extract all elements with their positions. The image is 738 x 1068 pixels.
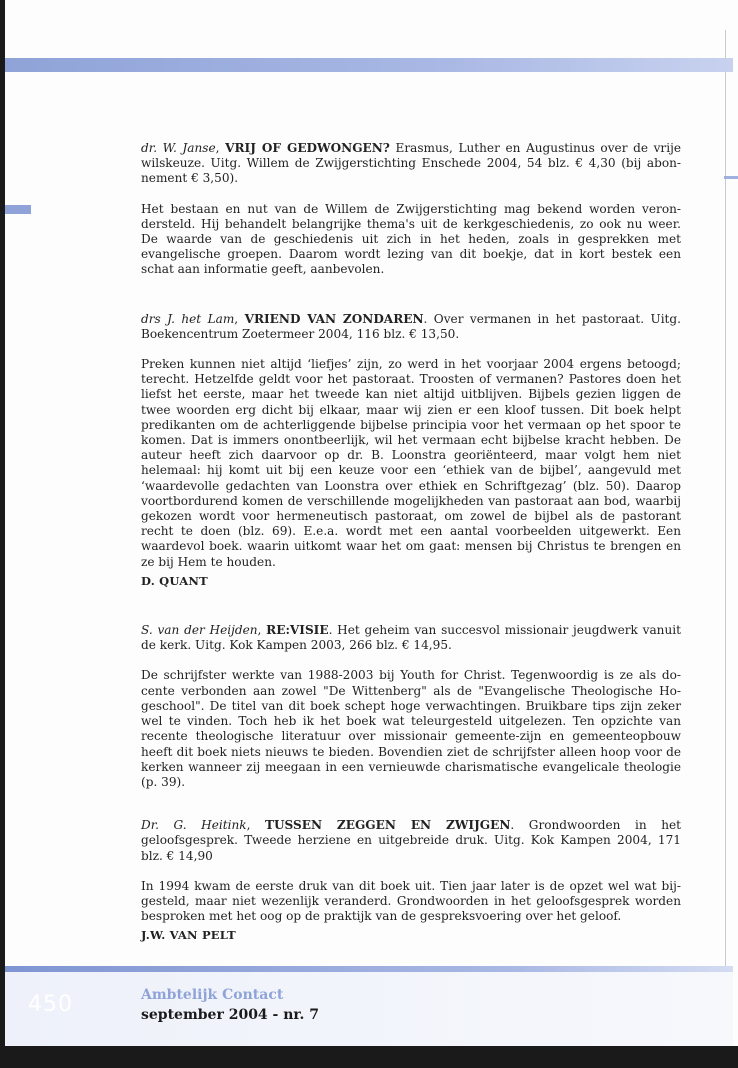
review-author: dr. W. Janse bbox=[141, 141, 216, 155]
book-review bbox=[141, 141, 681, 278]
spacer bbox=[141, 589, 681, 623]
book-review bbox=[141, 623, 681, 790]
book-review bbox=[141, 818, 681, 943]
spacer bbox=[141, 278, 681, 312]
header-color-band bbox=[5, 58, 733, 72]
review-author: drs J. het Lam bbox=[141, 311, 235, 326]
reviewer-signature: J.W. VAN PELT bbox=[141, 928, 236, 943]
margin-tab-marker bbox=[5, 205, 31, 214]
reviewer-signature: D. QUANT bbox=[141, 573, 208, 588]
review-title: VRIEND VAN ZONDAREN bbox=[244, 311, 424, 326]
review-body: Het bestaan en nut van de Willem de Zwijgerstichting mag bekend worden verondersteld. Hij behandelt belangrijke thema's uit de kerkgeschiedenis, zo ook nu weer. De waarde van de geschiedenis uit zich in het heden, zoals in gesprekken met evangelische groepen. Daarom wordt lezing van dit boekje, dat in kort bestek een schat aan informatie geeft, aanbevolen. bbox=[141, 201, 681, 277]
review-details: . Over vermanen in het pastoraat. Uitg. Boekencentrum Zoetermeer 2004, 116 blz. € 13,50. bbox=[141, 311, 682, 341]
reviews-column bbox=[141, 141, 681, 944]
issue-label: september 2004 - nr. 7 bbox=[141, 1007, 319, 1023]
review-body: De schrijfster werkte van 1988-2003 bij Youth for Christ. Tegenwoordig is ze als docente verbonden aan zowel "De Wittenberg" als de "Evangelische Theologische Hogeschool". De titel van dit boek schept hoge verwachtingen. Bruikbare tips zijn zeker wel te vinden. Toch heb ik het boek wat teleurgesteld uitgelezen. Ten opzichte van recente theologische literatuur over missionair gemeente-zijn en gemeenteopbouw heeft dit boek niets nieuws te bieden. Bovendien ziet de schrijfster alleen hoop voor de kerken wanneer zij meegaan in een vernieuwde charismatische evangelicale theologie (p. 39). bbox=[141, 668, 681, 789]
review-title: TUSSEN ZEGGEN EN ZWIJGEN bbox=[265, 818, 511, 833]
review-citation: drs J. het Lam, VRIEND VAN ZONDAREN. Over vermanen in het pastoraat. Uitg. Boekencentrum Zoetermeer 2004, 116 blz. € 13,50. bbox=[141, 311, 682, 341]
review-body: In 1994 kwam de eerste druk van dit boek uit. Tien jaar later is de opzet wel wat bijgesteld, maar niet wezenlijk veranderd. Grondwoorden in het geloofsgesprek worden besproken met het oog op de praktijk van de gespreksvoering over het geloof. bbox=[141, 878, 681, 924]
review-title: RE:VISIE bbox=[266, 623, 329, 638]
review-details: Erasmus, Luther en Augustinus over de vrije wilskeuze. Uitg. Willem de Zwijgerstichting Enschede 2004, 54 blz. € 4,30 (bij abonnement € 3,50). bbox=[141, 141, 681, 186]
review-details: . Het geheim van succesvol missionair jeugdwerk vanuit de kerk. Uitg. Kok Kampen 2003, 266 blz. € 14,95. bbox=[141, 623, 681, 653]
review-citation: S. van der Heijden, RE:VISIE. Het geheim van succesvol missionair jeugdwerk vanuit de kerk. Uitg. Kok Kampen 2003, 266 blz. € 14,95. bbox=[141, 623, 681, 653]
margin-tab-marker-right bbox=[724, 176, 738, 179]
review-body: Preken kunnen niet altijd ‘liefjes’ zijn, zo werd in het voorjaar 2004 ergens betoogd; terecht. Hetzelfde geldt voor het pastoraat. Troosten of vermanen? Pastores doen het liefst het eerste, maar het tweede kan niet altijd uitblijven. Bijbels gezien liggen de twee woorden erg dicht bij elkaar, maar wij zien er een kloof tussen. Dit boek helpt predikanten om de achterliggende bijbelse principia voor het vermaan op het spoor te komen. Dat is immers onontbeerlijk, wil het vermaan echt bijbelse kracht hebben. De auteur heeft zich daarvoor op dr. B. Loonstra georiënteerd, maar volgt hem niet helemaal: hij komt uit bij een keuze voor een ‘ethiek van de bijbel’, aangevuld met ‘waardevolle gedachten van Loonstra over ethiek en Schriftgezag’ (blz. 50). Daarop voortbordurend komen de verschillende mogelijkheden van pastoraat aan bod, waarbij gekozen wordt voor hermeneutisch pastoraat, om zowel de bijbel als de pastorant recht te doen (blz. 69). E.e.a. wordt met een aantal voorbeelden uitgewerkt. Een waardevol boek. waarin uitkomt waar het om gaat: mensen bij Christus te brengen en ze bij Hem te houden. bbox=[141, 357, 681, 569]
page-number: 450 bbox=[28, 992, 73, 1017]
review-author: Dr. G. Heitink bbox=[141, 818, 247, 833]
spacer bbox=[141, 790, 681, 818]
review-title: VRIJ OF GEDWONGEN? bbox=[225, 141, 390, 155]
review-author: S. van der Heijden bbox=[141, 623, 258, 638]
review-details: . Grondwoorden in het geloofsgesprek. Tweede herziene en uitgebreide druk. Uitg. Kok Kampen 2004, 171 blz. € 14,90 bbox=[141, 818, 681, 863]
journal-name: Ambtelijk Contact bbox=[141, 987, 284, 1003]
book-review bbox=[141, 312, 681, 589]
review-citation: dr. W. Janse, VRIJ OF GEDWONGEN? Erasmus, Luther en Augustinus over de vrije wilskeuze. Uitg. Willem de Zwijgerstichting Enschede 2004, 54 blz. € 4,30 (bij abonnement € 3,50). bbox=[141, 141, 681, 186]
page-fold-line bbox=[725, 30, 726, 990]
scan-bottom-edge bbox=[0, 1046, 738, 1068]
review-citation: Dr. G. Heitink, TUSSEN ZEGGEN EN ZWIJGEN. Grondwoorden in het geloofsgesprek. Tweede herziene en uitgebreide druk. Uitg. Kok Kampen 2004, 171 blz. € 14,90 bbox=[141, 818, 681, 863]
